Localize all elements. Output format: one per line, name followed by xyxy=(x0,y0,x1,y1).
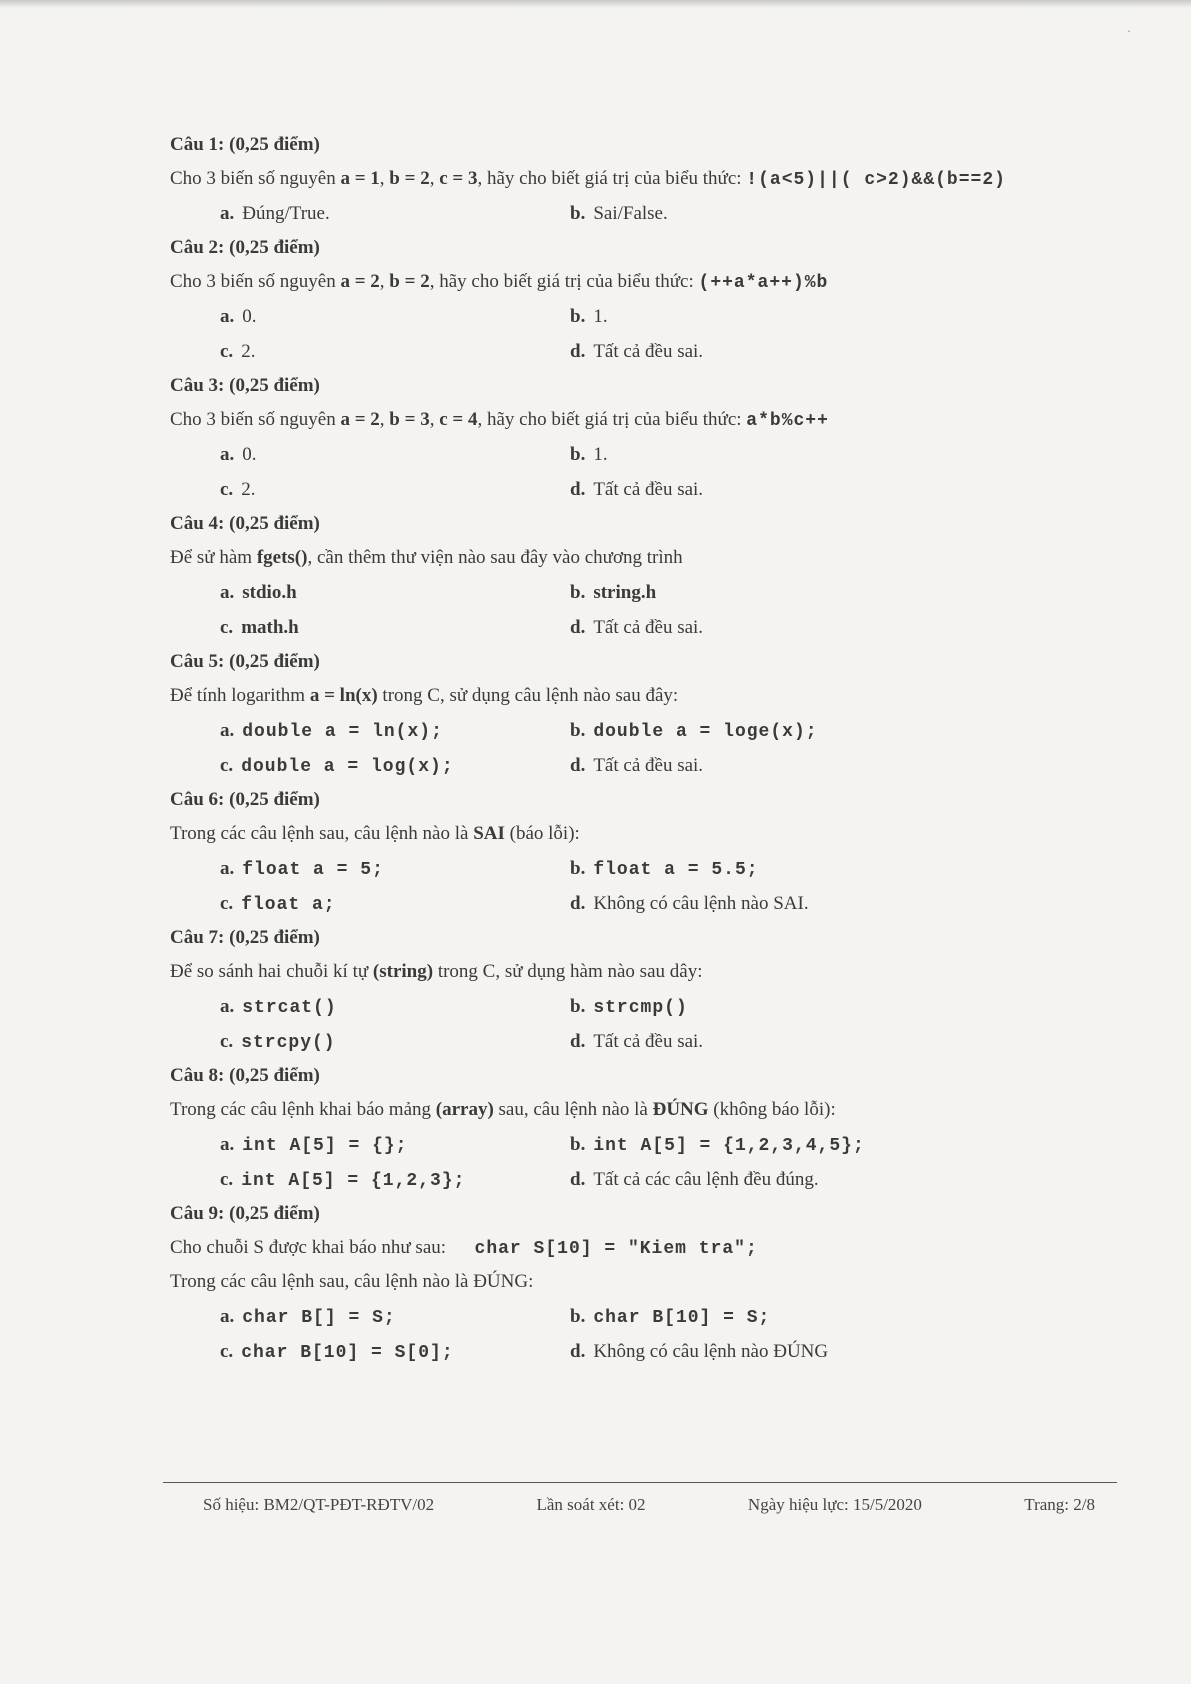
option-letter: b. xyxy=(570,1306,586,1327)
option-b xyxy=(570,1127,1080,1162)
option-code: char B[] = S; xyxy=(242,1308,396,1328)
text-part: , xyxy=(379,168,390,189)
option-b xyxy=(570,713,1080,748)
option-a xyxy=(170,1127,570,1162)
question-text xyxy=(170,817,1130,851)
option-text: Tất cả các câu lệnh đều đúng. xyxy=(593,1169,819,1190)
option-letter: d. xyxy=(570,755,586,776)
code-expression: a*b%c++ xyxy=(746,411,829,431)
text-part: , cần thêm thư viện nào sau đây vào chương trình xyxy=(307,547,683,568)
option-letter: c. xyxy=(220,755,234,776)
text-part: Để so sánh hai chuỗi kí tự xyxy=(170,961,373,982)
option-code: double a = log(x); xyxy=(241,757,454,777)
text-part: Để sử hàm xyxy=(170,547,257,568)
option-b xyxy=(570,196,1080,231)
question-6 xyxy=(170,783,1130,921)
option-code: float a; xyxy=(241,895,336,915)
option-b xyxy=(570,1299,1080,1334)
option-text: Tất cả đều sai. xyxy=(593,1031,704,1052)
option-letter: b. xyxy=(570,720,586,741)
option-text: stdio.h xyxy=(242,582,297,603)
text-part: , xyxy=(429,168,440,189)
option-c xyxy=(170,748,570,783)
option-text: 0. xyxy=(242,306,257,327)
text-part: , xyxy=(379,409,390,430)
option-row xyxy=(170,886,1130,921)
scan-mark: · xyxy=(1127,24,1131,38)
option-row xyxy=(170,1024,1130,1059)
text-part: , xyxy=(379,271,390,292)
question-1 xyxy=(170,128,1130,231)
code-expression: !(a<5)||( c>2)&&(b==2) xyxy=(746,170,1006,190)
option-letter: b. xyxy=(570,582,586,603)
text-part: Trong các câu lệnh khai báo mảng xyxy=(170,1099,436,1120)
option-letter: c. xyxy=(220,617,234,638)
option-letter: b. xyxy=(570,444,586,465)
question-heading: Câu 6: (0,25 điểm) xyxy=(170,789,320,810)
option-letter: b. xyxy=(570,203,586,224)
bold-part: b = 3 xyxy=(389,409,430,430)
option-b xyxy=(570,989,1080,1024)
option-row xyxy=(170,851,1130,886)
bold-part: b = 2 xyxy=(389,168,430,189)
option-c xyxy=(170,1334,570,1369)
question-heading: Câu 7: (0,25 điểm) xyxy=(170,927,320,948)
option-text: Tất cả đều sai. xyxy=(593,479,704,500)
text-part: (báo lỗi): xyxy=(504,823,580,844)
document-code: Số hiệu: BM2/QT-PĐT-RĐTV/02 xyxy=(203,1495,435,1514)
option-a xyxy=(170,299,570,334)
option-row xyxy=(170,1334,1130,1369)
option-row xyxy=(170,989,1130,1024)
option-b xyxy=(570,437,1080,472)
option-row xyxy=(170,1127,1130,1162)
bold-part: c = 4 xyxy=(439,409,478,430)
option-d xyxy=(570,334,1080,369)
option-c xyxy=(170,334,570,369)
text-part: Cho 3 biến số nguyên xyxy=(170,271,341,292)
option-d xyxy=(570,1162,1080,1197)
question-text-2: Trong các câu lệnh sau, câu lệnh nào là ĐÚNG: xyxy=(170,1271,534,1292)
option-text: 0. xyxy=(242,444,257,465)
option-text: 1. xyxy=(593,306,608,327)
bold-part: b = 2 xyxy=(389,271,430,292)
question-text xyxy=(170,265,1130,299)
option-d xyxy=(570,472,1080,507)
question-heading: Câu 9: (0,25 điểm) xyxy=(170,1203,320,1224)
option-a xyxy=(170,196,570,231)
option-letter: a. xyxy=(220,720,235,741)
text-part: trong C, sử dụng câu lệnh nào sau đây: xyxy=(377,685,679,706)
bold-part: a = 2 xyxy=(340,409,380,430)
option-code: int A[5] = {}; xyxy=(242,1136,408,1156)
option-letter: a. xyxy=(220,444,235,465)
option-a xyxy=(170,437,570,472)
bold-part: ĐÚNG xyxy=(652,1099,709,1120)
option-a xyxy=(170,989,570,1024)
revision-number: Lần soát xét: 02 xyxy=(536,1495,646,1514)
code-expression: char S[10] = "Kiem tra"; xyxy=(474,1239,758,1259)
option-text: Đúng/True. xyxy=(242,203,330,224)
option-b xyxy=(570,851,1080,886)
option-c xyxy=(170,1162,570,1197)
option-letter: a. xyxy=(220,306,235,327)
option-row xyxy=(170,748,1130,783)
text-part: trong C, sử dụng hàm nào sau dây: xyxy=(433,961,703,982)
question-text xyxy=(170,955,1130,989)
option-letter: c. xyxy=(220,341,234,362)
option-letter: d. xyxy=(570,1341,586,1362)
option-code: double a = loge(x); xyxy=(593,722,818,742)
option-b xyxy=(570,299,1080,334)
option-letter: b. xyxy=(570,1134,586,1155)
option-letter: c. xyxy=(220,1169,234,1190)
option-row xyxy=(170,610,1130,645)
option-text: Sai/False. xyxy=(593,203,668,224)
page-number: Trang: 2/8 xyxy=(1024,1495,1095,1514)
scan-edge-shade xyxy=(0,0,1191,8)
option-code: float a = 5; xyxy=(242,860,384,880)
option-c xyxy=(170,472,570,507)
question-3 xyxy=(170,369,1130,507)
text-part: sau, câu lệnh nào là xyxy=(493,1099,653,1120)
option-code: char B[10] = S; xyxy=(593,1308,771,1328)
option-letter: a. xyxy=(220,1306,235,1327)
question-text xyxy=(170,541,1130,575)
text-part: Cho chuỗi S được khai báo như sau: xyxy=(170,1237,475,1258)
text-part: , hãy cho biết giá trị của biểu thức: xyxy=(477,168,747,189)
option-text: Không có câu lệnh nào ĐÚNG xyxy=(593,1341,829,1362)
text-part: , hãy cho biết giá trị của biểu thức: xyxy=(477,409,747,430)
option-text: string.h xyxy=(593,582,657,603)
option-text: Tất cả đều sai. xyxy=(593,617,704,638)
option-row xyxy=(170,1162,1130,1197)
option-d xyxy=(570,886,1080,921)
question-heading: Câu 3: (0,25 điểm) xyxy=(170,375,320,396)
option-code: int A[5] = {1,2,3}; xyxy=(241,1171,466,1191)
option-code: strcpy() xyxy=(241,1033,336,1053)
option-d xyxy=(570,1334,1080,1369)
option-text: 2. xyxy=(241,341,256,362)
option-text: 1. xyxy=(593,444,608,465)
question-9 xyxy=(170,1197,1130,1369)
question-2 xyxy=(170,231,1130,369)
question-heading: Câu 8: (0,25 điểm) xyxy=(170,1065,320,1086)
question-4 xyxy=(170,507,1130,645)
option-c xyxy=(170,610,570,645)
exam-questions xyxy=(170,128,1130,1369)
text-part: Trong các câu lệnh sau, câu lệnh nào là xyxy=(170,823,474,844)
question-text xyxy=(170,1231,1130,1265)
option-letter: d. xyxy=(570,1031,586,1052)
option-letter: a. xyxy=(220,203,235,224)
question-text xyxy=(170,1093,1130,1127)
option-d xyxy=(570,1024,1080,1059)
option-letter: d. xyxy=(570,893,586,914)
option-letter: a. xyxy=(220,858,235,879)
option-row xyxy=(170,299,1130,334)
text-part: (không báo lỗi): xyxy=(708,1099,836,1120)
option-letter: c. xyxy=(220,479,234,500)
question-heading: Câu 1: (0,25 điểm) xyxy=(170,134,320,155)
option-letter: d. xyxy=(570,341,586,362)
option-text: Không có câu lệnh nào SAI. xyxy=(593,893,809,914)
bold-part: c = 3 xyxy=(439,168,478,189)
option-letter: a. xyxy=(220,1134,235,1155)
option-d xyxy=(570,610,1080,645)
question-7 xyxy=(170,921,1130,1059)
option-c xyxy=(170,886,570,921)
page-footer xyxy=(163,1482,1117,1515)
option-row xyxy=(170,713,1130,748)
option-code: double a = ln(x); xyxy=(242,722,443,742)
option-letter: a. xyxy=(220,996,235,1017)
option-text: Tất cả đều sai. xyxy=(593,755,704,776)
option-a xyxy=(170,851,570,886)
question-heading: Câu 2: (0,25 điểm) xyxy=(170,237,320,258)
option-letter: c. xyxy=(220,1341,234,1362)
option-letter: c. xyxy=(220,893,234,914)
option-letter: b. xyxy=(570,996,586,1017)
option-code: int A[5] = {1,2,3,4,5}; xyxy=(593,1136,865,1156)
option-b xyxy=(570,575,1080,610)
text-part: Cho 3 biến số nguyên xyxy=(170,409,341,430)
text-part: Để tính logarithm xyxy=(170,685,310,706)
option-a xyxy=(170,1299,570,1334)
question-8 xyxy=(170,1059,1130,1197)
option-code: strcmp() xyxy=(593,998,688,1018)
question-heading: Câu 5: (0,25 điểm) xyxy=(170,651,320,672)
option-text: math.h xyxy=(241,617,299,638)
option-code: float a = 5.5; xyxy=(593,860,759,880)
option-row xyxy=(170,1299,1130,1334)
option-row xyxy=(170,472,1130,507)
bold-part: fgets() xyxy=(256,547,308,568)
option-code: strcat() xyxy=(242,998,337,1018)
option-letter: a. xyxy=(220,582,235,603)
bold-part: (string) xyxy=(372,961,434,982)
text-part: , xyxy=(429,409,440,430)
question-text xyxy=(170,162,1130,196)
question-heading: Câu 4: (0,25 điểm) xyxy=(170,513,320,534)
option-row xyxy=(170,575,1130,610)
option-letter: d. xyxy=(570,617,586,638)
option-letter: d. xyxy=(570,479,586,500)
text-part: , hãy cho biết giá trị của biểu thức: xyxy=(429,271,699,292)
option-letter: c. xyxy=(220,1031,234,1052)
option-c xyxy=(170,1024,570,1059)
option-text: 2. xyxy=(241,479,256,500)
option-row xyxy=(170,334,1130,369)
bold-part: a = ln(x) xyxy=(309,685,378,706)
effective-date: Ngày hiệu lực: 15/5/2020 xyxy=(747,1495,922,1514)
bold-part: SAI xyxy=(473,823,505,844)
question-5 xyxy=(170,645,1130,783)
bold-part: (array) xyxy=(435,1099,494,1120)
option-a xyxy=(170,713,570,748)
option-row xyxy=(170,437,1130,472)
question-text xyxy=(170,679,1130,713)
option-letter: b. xyxy=(570,858,586,879)
bold-part: a = 2 xyxy=(340,271,380,292)
option-row xyxy=(170,196,1130,231)
option-d xyxy=(570,748,1080,783)
question-text xyxy=(170,403,1130,437)
code-expression: (++a*a++)%b xyxy=(698,273,829,293)
option-letter: b. xyxy=(570,306,586,327)
option-text: Tất cả đều sai. xyxy=(593,341,704,362)
text-part: Cho 3 biến số nguyên xyxy=(170,168,341,189)
option-letter: d. xyxy=(570,1169,586,1190)
option-a xyxy=(170,575,570,610)
bold-part: a = 1 xyxy=(340,168,380,189)
option-code: char B[10] = S[0]; xyxy=(241,1343,454,1363)
